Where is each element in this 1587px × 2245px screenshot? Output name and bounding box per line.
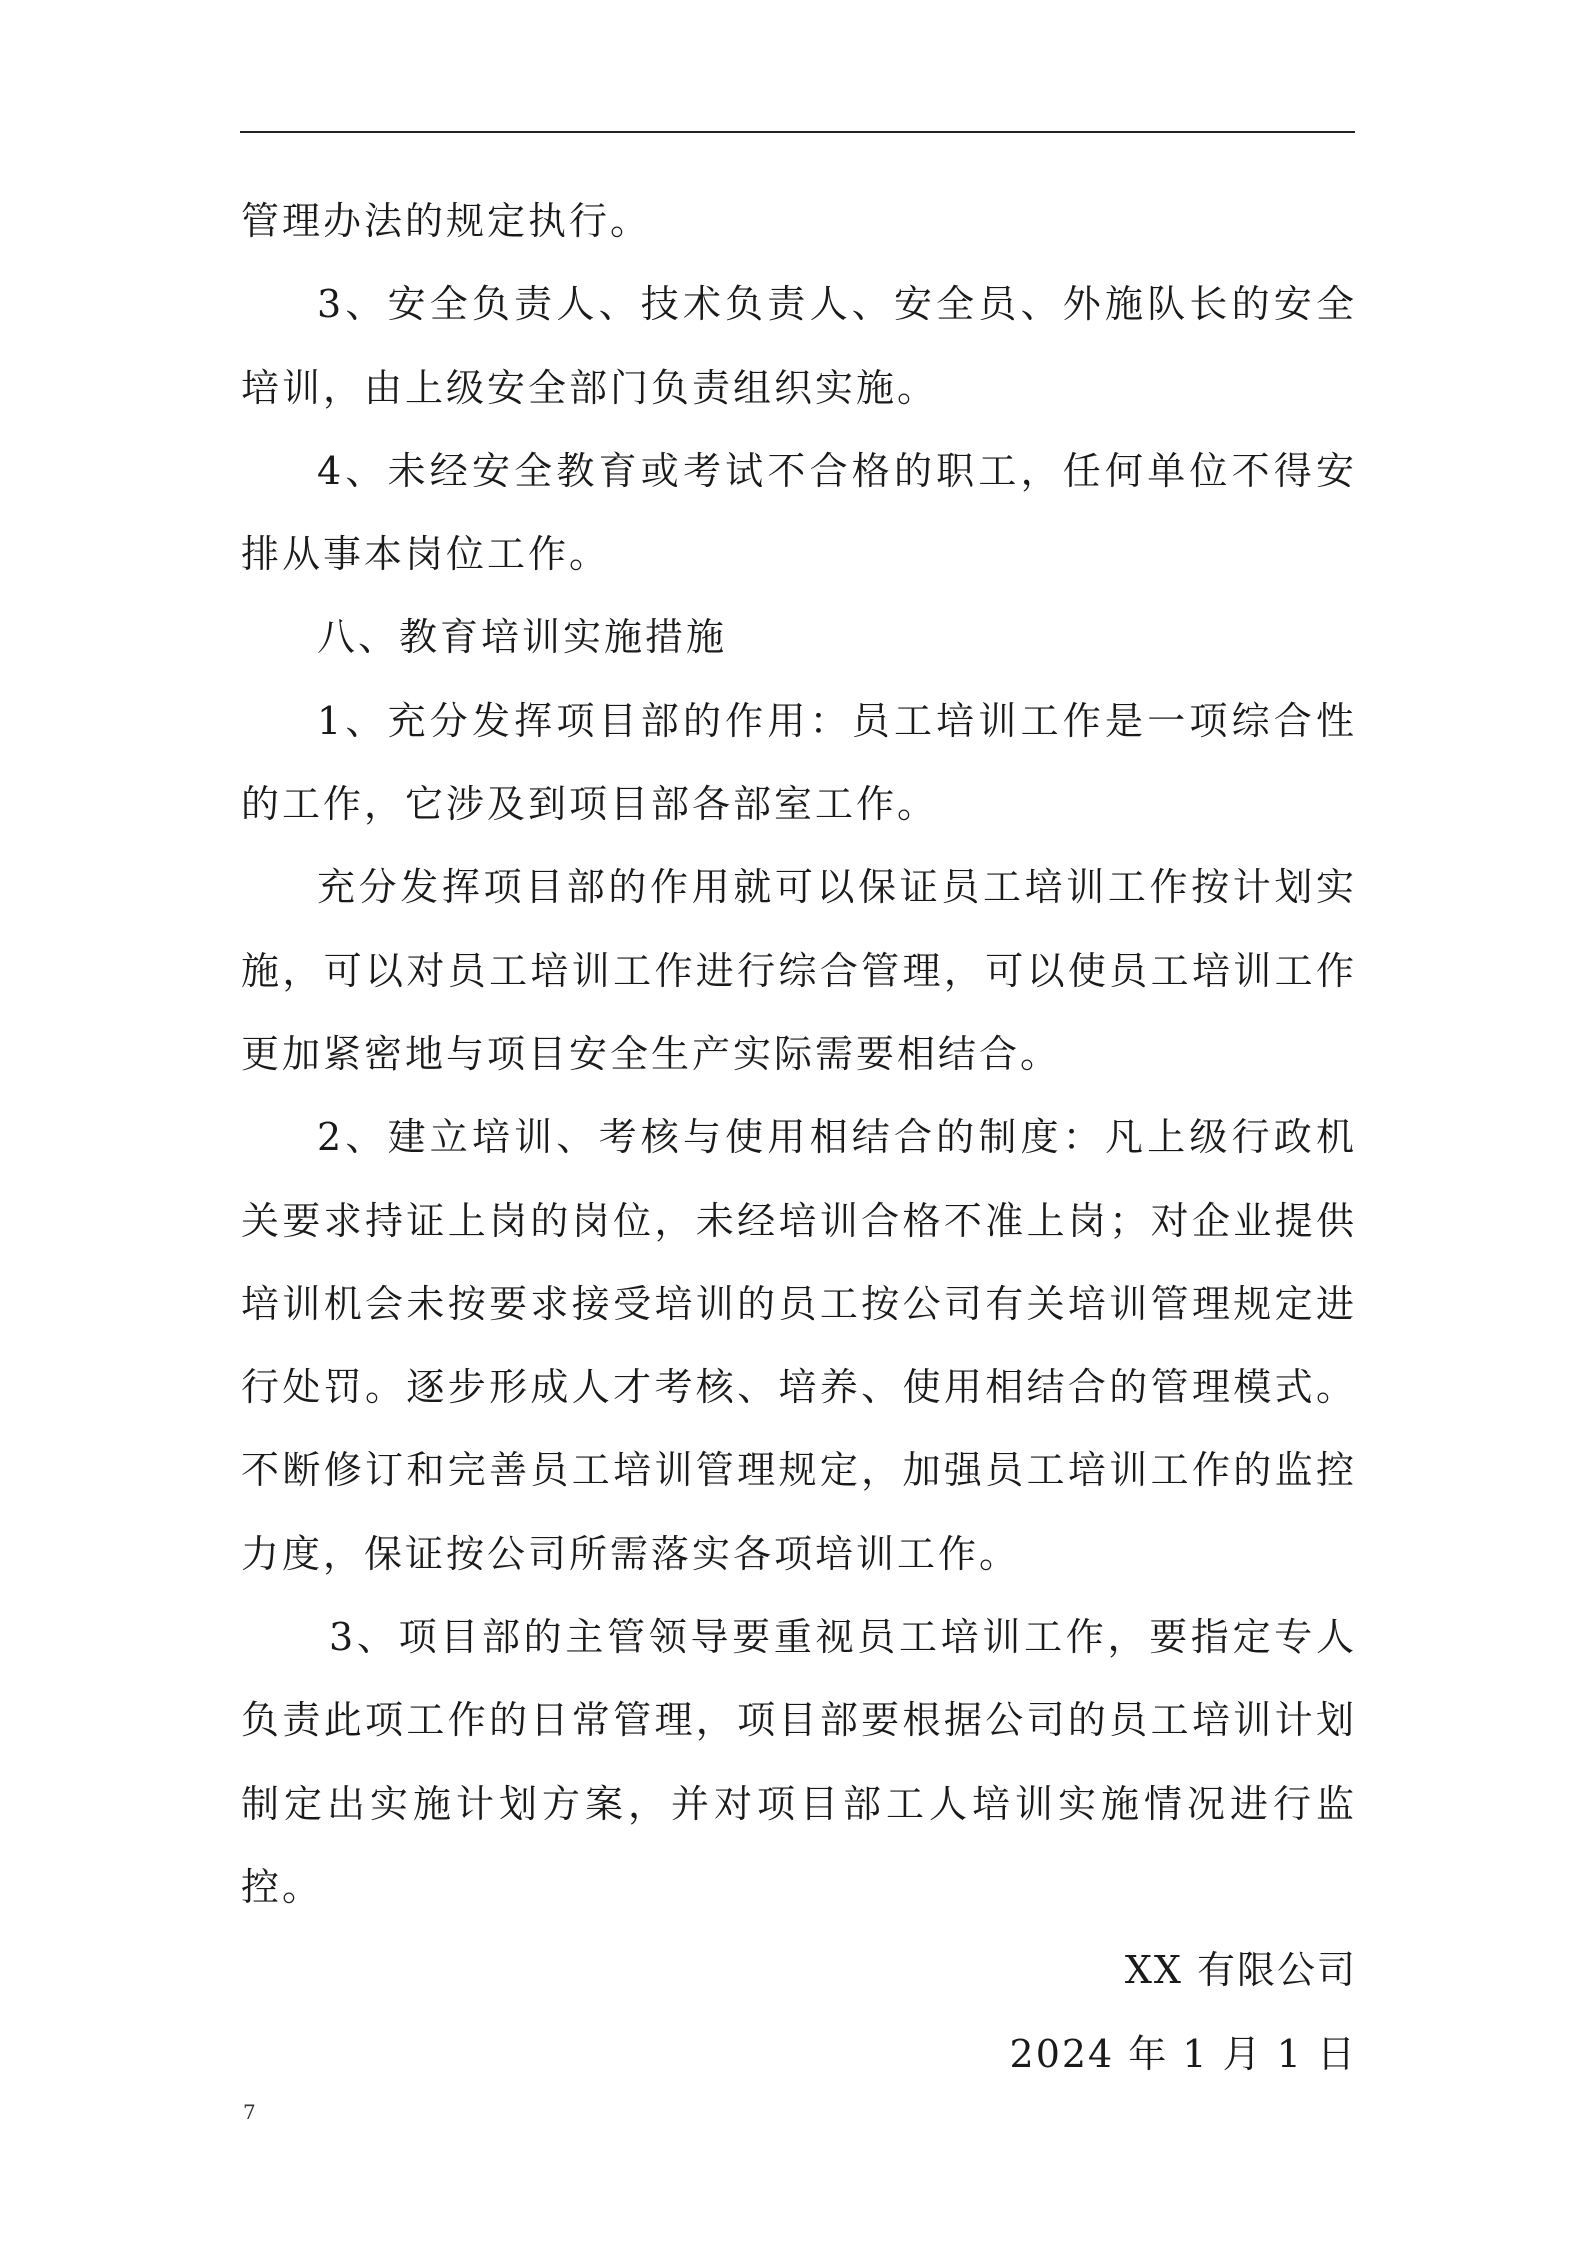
header-rule: [240, 131, 1355, 133]
paragraph-measure-1: 1、充分发挥项目部的作用：员工培训工作是一项综合性的工作，它涉及到项目部各部室工作。: [241, 698, 1357, 827]
signature-date: 2024 年 1 月 1 日: [1009, 2031, 1357, 2076]
paragraph-measure-2: 2、建立培训、考核与使用相结合的制度：凡上级行政机关要求持证上岗的岗位，未经培训合格不准上岗；对企业提供培训机会未按要求接受培训的员工按公司有关培训管理规定进行处罚。逐步形成人才考核、培养、使用相结合的管理模式。不断修订和完善员工培训管理规定，加强员工培训工作的监控力度，保证按公司所需落实各项培训工作。: [241, 1115, 1357, 1576]
document-body: [241, 180, 1357, 2096]
paragraph-continuation: 管理办法的规定执行。: [241, 199, 652, 243]
paragraph-measure-3: 3、项目部的主管领导要重视员工培训工作，要指定专人负责此项工作的日常管理，项目部要根据公司的员工培训计划制定出实施计划方案，并对项目部工人培训实施情况进行监控。: [241, 1615, 1357, 1909]
signature-company: XX 有限公司: [1124, 1948, 1357, 1993]
paragraph-measure-1-detail: 充分发挥项目部的作用就可以保证员工培训工作按计划实施，可以对员工培训工作进行综合管理，可以使员工培训工作更加紧密地与项目安全生产实际需要相结合。: [241, 865, 1357, 1076]
paragraph-item-4: 4、未经安全教育或考试不合格的职工，任何单位不得安排从事本岗位工作。: [241, 448, 1357, 577]
paragraph-item-3: 3、安全负责人、技术负责人、安全员、外施队长的安全培训，由上级安全部门负责组织实施。: [241, 282, 1357, 410]
section-heading: 八、教育培训实施措施: [317, 615, 728, 660]
page-number: 7: [243, 2100, 256, 2124]
